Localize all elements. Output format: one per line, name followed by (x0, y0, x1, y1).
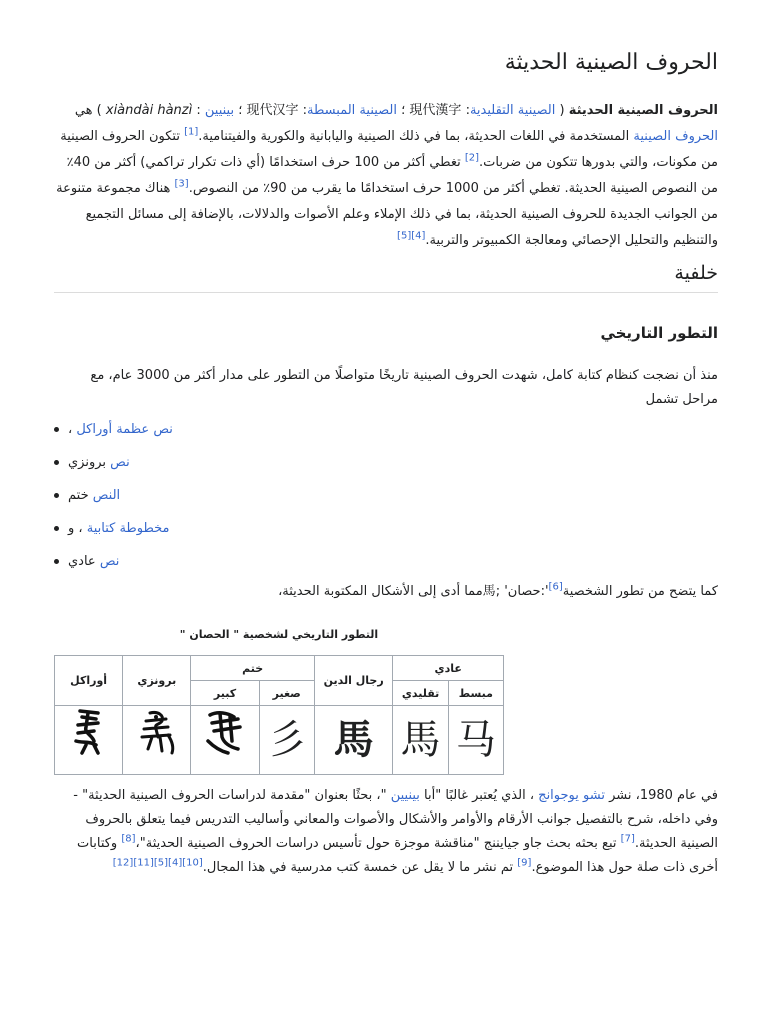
header-small-seal: صغير (259, 681, 314, 706)
list-item: نص عادي (54, 548, 234, 581)
list-item: مخطوطة كتابية ، و (54, 515, 234, 548)
link-simplified-chinese[interactable]: الصينية المبسطة (307, 103, 398, 118)
character-evolution-table (54, 655, 504, 775)
list-item: النص ختم (54, 482, 234, 515)
list-item: نص برونزي (54, 449, 234, 482)
reference-11[interactable]: [11] (133, 857, 154, 869)
link-seal-script[interactable]: النص (92, 488, 121, 503)
list-item: نص عظمة أوراكل ، (54, 416, 234, 449)
reference-9[interactable]: [9] (517, 857, 532, 869)
oracle-bone-horse-icon (64, 707, 114, 757)
header-clerical: رجال الدين (314, 656, 393, 706)
glyph-large-seal (191, 706, 259, 775)
hanzi-simplified: 现代汉字 (246, 103, 299, 118)
link-regular-script[interactable]: نص (99, 554, 120, 569)
reference-1[interactable]: [1] (184, 126, 199, 138)
link-pinyin[interactable]: بينيين (204, 103, 235, 118)
hanzi-traditional: 現代漢字 (409, 103, 462, 118)
reference-12[interactable]: [12] (112, 857, 134, 869)
pinyin-text: xiàndài hànzì (105, 103, 193, 118)
large-seal-horse-icon (200, 707, 250, 757)
glyph-small-seal: 彡 (259, 706, 314, 775)
history-paragraph: منذ أن نضجت كنظام كتابة كامل، شهدت الحروف الصينية تاريخًا متواصلًا من التطور على مدار أكثر من 3000 عام، مع مراحل تشمل (90, 368, 718, 407)
glyph-traditional: 馬 (393, 706, 448, 775)
reference-8[interactable]: [8] (121, 833, 136, 845)
link-chinese-characters[interactable]: الحروف الصينية (633, 129, 718, 144)
header-bronze: برونزي (123, 656, 191, 706)
page-title: الحروف الصينية الحديثة (504, 50, 718, 75)
header-oracle: أوراكل (55, 656, 123, 706)
glyph-oracle (55, 706, 123, 775)
reference-2[interactable]: [2] (464, 152, 480, 164)
header-regular: عادي (393, 656, 504, 681)
glyph-bronze (123, 706, 191, 775)
link-clerical-script[interactable]: مخطوطة كتابية (86, 521, 170, 536)
link-zhou-youguang[interactable]: تشو يوجوانج (538, 788, 605, 803)
reference-6[interactable]: [6] (548, 581, 563, 593)
reference-4b[interactable]: [4] (168, 857, 183, 869)
header-simplified: مبسط (448, 681, 503, 706)
section-heading-background: خلفية (54, 262, 718, 293)
link-traditional-chinese[interactable]: الصينية التقليدية (469, 103, 556, 118)
stages-list (54, 416, 234, 581)
header-large-seal: كبير (191, 681, 259, 706)
link-oracle-bone-script[interactable]: نص عظمة أوراكل (76, 422, 173, 437)
section-heading-history: التطور التاريخي (600, 324, 718, 342)
reference-5b[interactable]: [5] (153, 857, 169, 869)
reference-3[interactable]: [3] (174, 178, 189, 190)
after-list-paragraph: كما يتضح من تطور الشخصية[6]':حصان' ;馬مما أدى إلى الأشكال المكتوبة الحديثة، (278, 581, 718, 599)
link-pinyin-2[interactable]: بينيين (390, 788, 420, 803)
bronze-horse-icon (132, 707, 182, 757)
glyph-clerical: 馬 (314, 706, 393, 775)
reference-7[interactable]: [7] (620, 833, 635, 845)
link-bronze-script[interactable]: نص (110, 455, 130, 470)
modern-studies-paragraph: في عام 1980، نشر تشو يوجوانج ، الذي يُعتبر غالبًا "أبا بينيين "، بحثًا بعنوان "مقدمة لدراسات الحروف الصينية الحديثة" - وفي داخله، شرح بالتفصيل جوانب الأرقام والأوامر والأشكال والأصوات والمعاني وأساليب التدريس فيما يتعلق بالحروف الصينية الحديثة.[7] تبع بحثه بحث جاو جيايننج "مناقشة موجزة حول تأسيس دراسات الحروف الصينية الحديثة"،[8] وكتابات أخرى ذات صلة حول هذا الموضوع.[9] تم نشر ما لا يقل عن خمسة كتب مدرسية في هذا المجال.[10][4][5][11][12] (73, 788, 718, 875)
table-caption: التطور التاريخي لشخصية " الحصان " (179, 628, 379, 641)
header-seal: ختم (191, 656, 314, 681)
reference-5[interactable]: [5] (397, 230, 412, 242)
intro-paragraph: الحروف الصينية الحديثة ( الصينية التقليدية: 現代漢字 ؛ الصينية المبسطة: 现代汉字 ؛ بينيين : xiàndài hànzì ) هي الحروف الصينية المستخدمة في اللغات الحديثة، بما في ذلك الصينية واليابانية والكورية والفيتنامية.[1] تتكون الحروف الصينية من مكونات، والتي بدورها تتكون من ضربات.[2] تغطي أكثر من 100 حرف استخدامًا (أي ذات تكرار تراكمي) أكثر من 40٪ من النصوص الصينية الحديثة. تغطي أكثر من 1000 حرف استخدامًا ما يقرب من 90٪ من النصوص.[3] هناك مجموعة متنوعة من الجوانب الجديدة للحروف الصينية الحديثة، بما في ذلك الإملاء وعلم الأصوات والدلالات، بالإضافة إلى مسائل التجميع والتنظيم والتحليل الإحصائي ومعالجة الكمبيوتر والتربية.[4][5] (56, 103, 718, 248)
reference-10[interactable]: [10] (182, 857, 203, 869)
intro-term: الحروف الصينية الحديثة (568, 103, 718, 118)
header-traditional: تقليدي (393, 681, 448, 706)
glyph-simplified: 马 (448, 706, 503, 775)
reference-4[interactable]: [4] (411, 230, 426, 242)
